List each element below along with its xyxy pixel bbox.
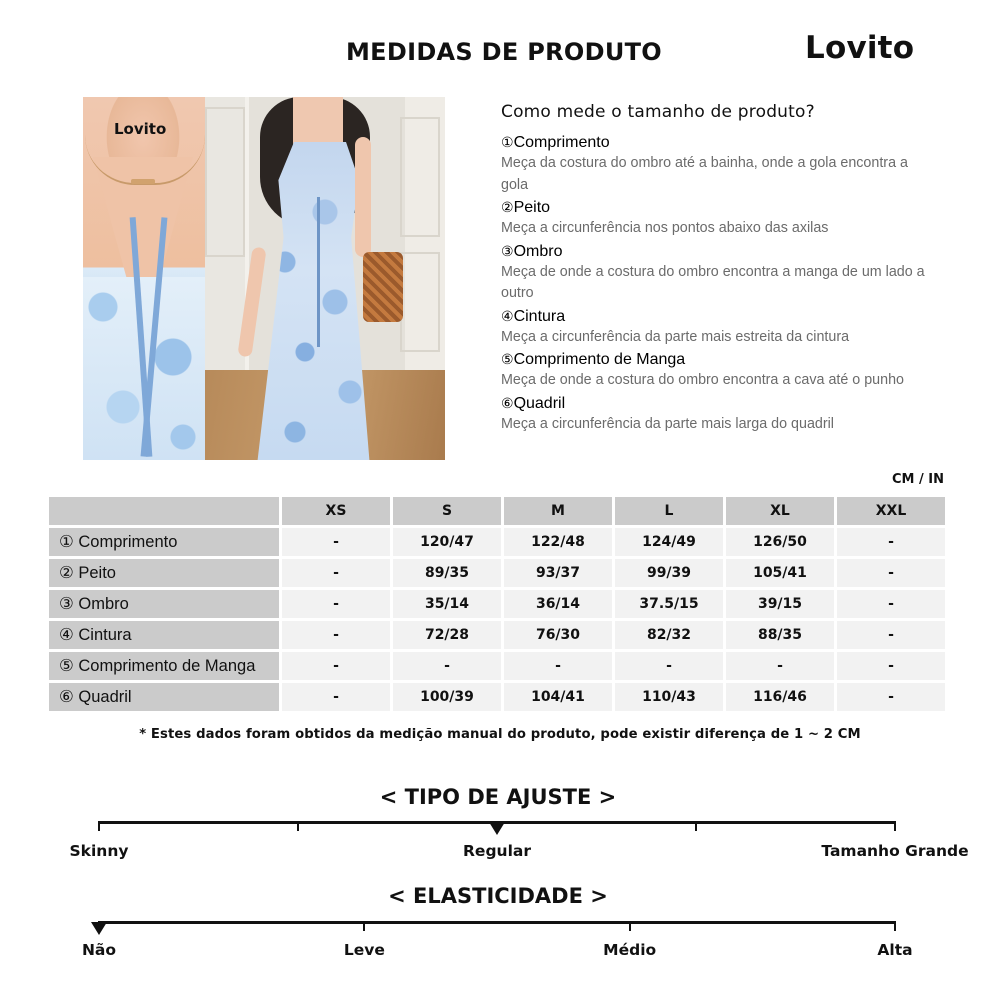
measurement-value: -	[837, 528, 945, 556]
measurement-label: ⑤ Comprimento de Manga	[49, 652, 279, 680]
page-title: MEDIDAS DE PRODUTO	[346, 38, 662, 66]
measurement-value: -	[282, 621, 390, 649]
measurement-value: -	[282, 559, 390, 587]
fit-scale-tick	[695, 821, 697, 831]
measurement-label: ④ Cintura	[49, 621, 279, 649]
measurement-value: 105/41	[726, 559, 834, 587]
measurement-value: -	[282, 652, 390, 680]
fit-type-title: < TIPO DE AJUSTE >	[379, 785, 617, 809]
elasticity-scale-tick	[363, 921, 365, 931]
elasticity-scale-tick	[894, 921, 896, 931]
measurement-value: -	[837, 652, 945, 680]
table-row	[49, 528, 945, 559]
guide-item-label: Comprimento de Manga	[513, 351, 686, 368]
elasticity-scale-tick	[629, 921, 631, 931]
guide-item-title	[501, 241, 931, 262]
table-footnote: * Estes dados foram obtidos da medição manual do produto, pode existir diferença de 1 ~ 2 CM	[139, 727, 861, 742]
guide-item-number: ④	[501, 307, 514, 324]
guide-item-title	[501, 132, 931, 153]
measurement-value: 37.5/15	[615, 590, 723, 618]
guide-item-title	[501, 197, 931, 218]
elasticity-scale-line	[98, 921, 896, 924]
measurement-value: 39/15	[726, 590, 834, 618]
guide-item-label: Cintura	[513, 307, 566, 325]
dress-tie	[317, 197, 320, 347]
measurement-value: 120/47	[393, 528, 501, 556]
unit-label: CM / IN	[892, 472, 944, 487]
measurement-value: 100/39	[393, 683, 501, 711]
size-header-s: S	[393, 497, 501, 525]
guide-item-title	[501, 393, 931, 414]
measurement-value: 82/32	[615, 621, 723, 649]
measurement-value: -	[837, 683, 945, 711]
measurement-value: 99/39	[615, 559, 723, 587]
measurement-value: -	[837, 590, 945, 618]
fit-scale-label: Skinny	[69, 842, 129, 860]
fit-scale-tick	[98, 821, 100, 831]
measurement-value: -	[282, 590, 390, 618]
necklace-pendant	[131, 179, 155, 184]
measurement-value: -	[282, 683, 390, 711]
guide-item-label: Quadril	[513, 394, 566, 412]
elasticity-scale-label: Não	[81, 941, 117, 959]
elasticity-selected-marker-icon	[91, 922, 107, 935]
guide-question: Como mede o tamanho de produto?	[501, 102, 815, 122]
measurement-value: -	[615, 652, 723, 680]
guide-item-description: Meça a circunferência nos pontos abaixo das axilas	[501, 220, 829, 236]
size-header-xl: XL	[726, 497, 834, 525]
guide-item-number: ①	[501, 134, 514, 150]
guide-item-title	[501, 349, 931, 370]
measurement-label: ② Peito	[49, 559, 279, 587]
guide-item-label: Ombro	[513, 242, 563, 260]
elasticity-scale-label: Alta	[877, 941, 913, 959]
fit-scale-label: Tamanho Grande	[821, 842, 969, 860]
guide-item-description: Meça a circunferência da parte mais estreita da cintura	[501, 328, 850, 345]
guide-item-number: ⑤	[501, 351, 514, 367]
guide-item-number: ⑥	[501, 394, 514, 411]
table-row	[49, 559, 945, 590]
measurement-value: 110/43	[615, 683, 723, 711]
table-corner-cell	[49, 497, 279, 525]
measurement-value: -	[837, 559, 945, 587]
measurement-value: 93/37	[504, 559, 612, 587]
fit-scale-tick	[297, 821, 299, 831]
measurement-value: 88/35	[726, 621, 834, 649]
guide-item-description: Meça de onde a costura do ombro encontra a manga de um lado a outro	[501, 263, 925, 301]
measurement-value: 89/35	[393, 559, 501, 587]
measurement-label: ③ Ombro	[49, 590, 279, 618]
measurement-label: ⑥ Quadril	[49, 683, 279, 711]
model-arm-right	[355, 137, 371, 257]
measurement-value: -	[726, 652, 834, 680]
measurement-value: 116/46	[726, 683, 834, 711]
measurement-value: -	[837, 621, 945, 649]
table-row	[49, 590, 945, 621]
wall-panel	[400, 117, 440, 237]
guide-item-number: ②	[501, 199, 514, 215]
measurement-value: 72/28	[393, 621, 501, 649]
model-arm-left	[237, 247, 266, 358]
guide-item-label: Comprimento	[513, 134, 610, 151]
woven-bag	[363, 252, 403, 322]
guide-item-description: Meça a circunferência da parte mais larga do quadril	[501, 415, 834, 432]
fit-scale-label: Regular	[463, 842, 531, 860]
fit-scale-tick	[894, 821, 896, 831]
measurement-value: 104/41	[504, 683, 612, 711]
guide-item-label: Peito	[513, 199, 551, 216]
table-header-row	[49, 497, 945, 528]
wall-panel	[400, 252, 440, 352]
elasticity-title: < ELASTICIDADE >	[388, 884, 608, 908]
product-model-image	[205, 97, 445, 460]
measurement-value: 35/14	[393, 590, 501, 618]
image-watermark-logo: Lovito	[114, 120, 167, 138]
product-closeup-image	[83, 97, 205, 460]
guide-item-description: Meça da costura do ombro até a bainha, onde a gola encontra a gola	[501, 155, 908, 193]
wall-panel	[205, 107, 245, 257]
size-header-m: M	[504, 497, 612, 525]
fit-selected-marker-icon	[489, 822, 505, 835]
measurement-value: 76/30	[504, 621, 612, 649]
table-row	[49, 683, 945, 714]
size-header-xxl: XXL	[837, 497, 945, 525]
guide-item-number: ③	[501, 242, 514, 259]
table-row	[49, 621, 945, 652]
measurement-value: -	[282, 528, 390, 556]
measurement-value: 126/50	[726, 528, 834, 556]
elasticity-scale-label: Leve	[343, 941, 385, 959]
measurement-value: 36/14	[504, 590, 612, 618]
size-table	[49, 497, 945, 714]
measurement-value: 122/48	[504, 528, 612, 556]
size-header-xs: XS	[282, 497, 390, 525]
brand-logo: Lovito	[805, 30, 915, 66]
measurement-label: ① Comprimento	[49, 528, 279, 556]
measurement-value: 124/49	[615, 528, 723, 556]
elasticity-scale-label: Médio	[603, 941, 657, 959]
measurement-value: -	[393, 652, 501, 680]
table-row	[49, 652, 945, 683]
guide-item-description: Meça de onde a costura do ombro encontra a cava até o punho	[501, 372, 904, 388]
size-header-l: L	[615, 497, 723, 525]
measurement-value: -	[504, 652, 612, 680]
guide-item-title	[501, 306, 931, 327]
measurement-guide	[501, 102, 931, 436]
